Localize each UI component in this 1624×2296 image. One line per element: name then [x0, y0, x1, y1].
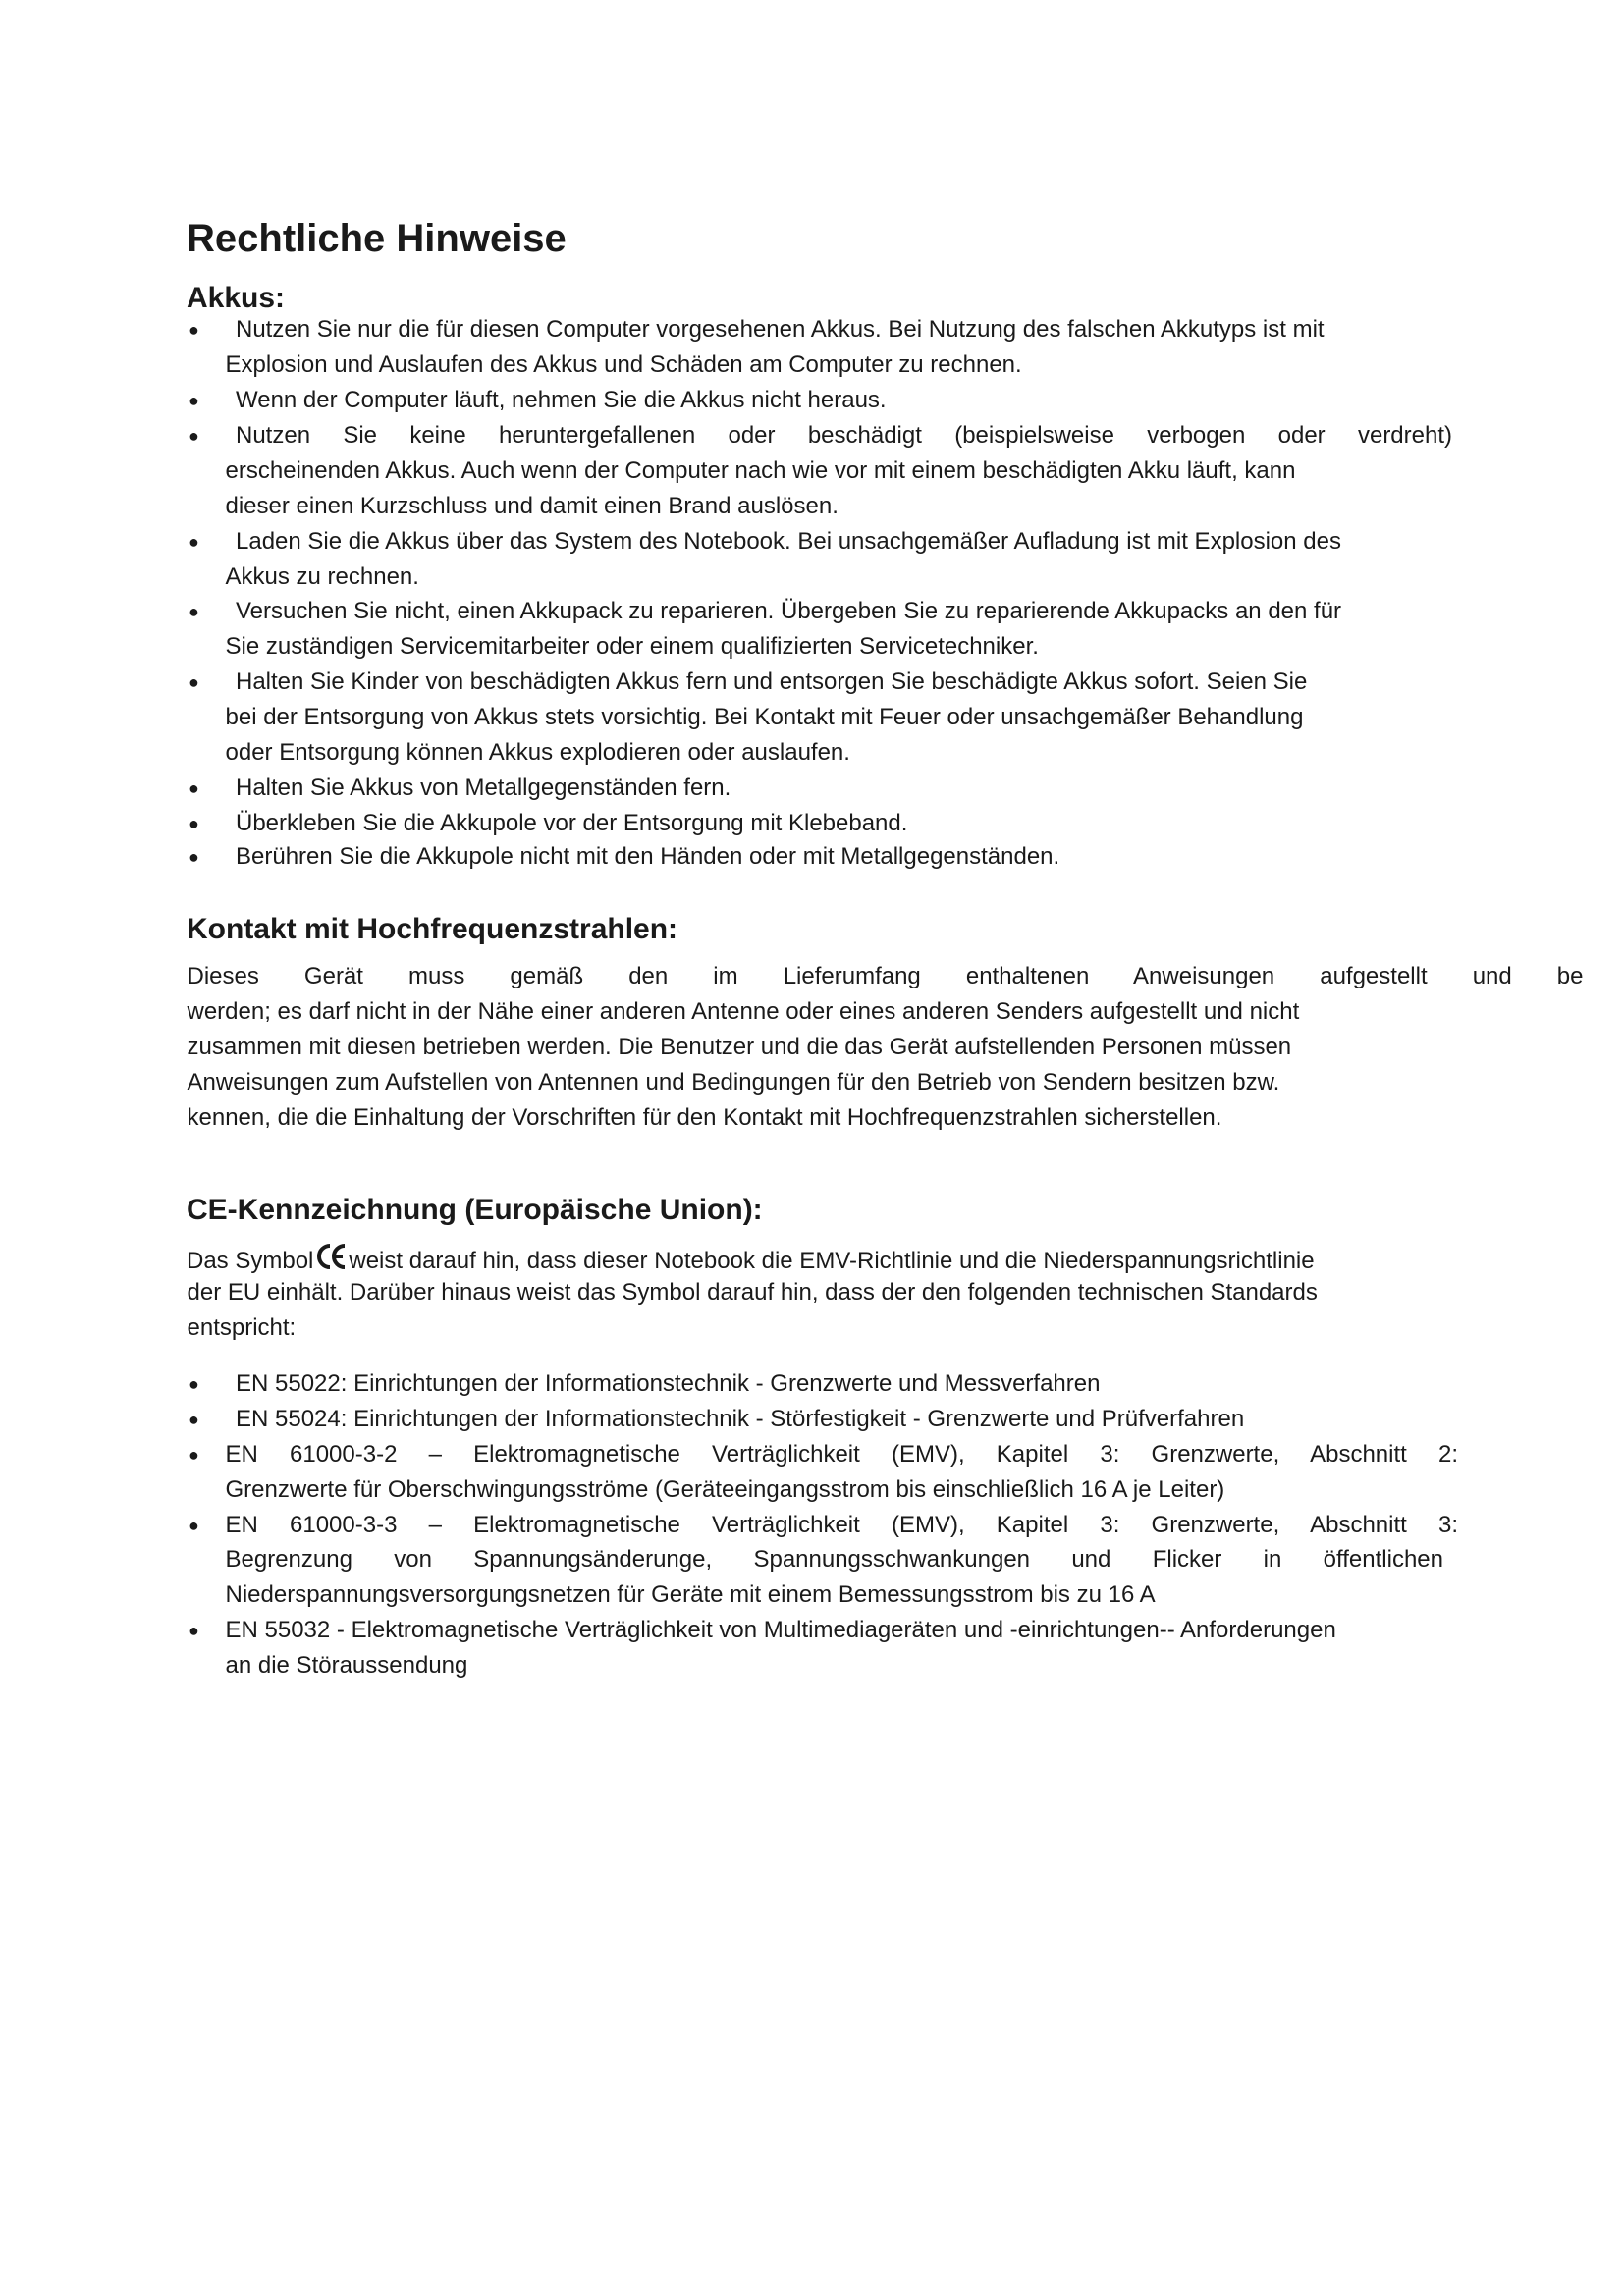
battery-list-item-line: bei der Entsorgung von Akkus stets vorsichtig. Bei Kontakt mit Feuer oder unsachgemäßer Behandlung [225, 703, 1304, 730]
battery-list-item-line: Explosion und Auslaufen des Akkus und Schäden am Computer zu rechnen. [225, 351, 1022, 378]
bullet-icon: ● [189, 426, 199, 446]
battery-list-item-line: Sie zuständigen Servicemitarbeiter oder einem qualifizierten Servicetechniker. [225, 632, 1039, 660]
standard-list-item-line: Begrenzung von Spannungsänderunge, Spannungsschwankungen und Flicker in öffentlichen [225, 1545, 1443, 1573]
battery-list-item-line: Halten Sie Akkus von Metallgegenständen fern. [236, 774, 731, 801]
standard-list-item-line: EN 61000-3-2 – Elektromagnetische Verträglichkeit (EMV), Kapitel 3: Grenzwerte, Abschnitt 2: [225, 1441, 1458, 1468]
ce-intro-after: weist darauf hin, dass dieser Notebook die EMV-Richtlinie und die Niederspannungsrichtlinie [349, 1248, 1315, 1274]
battery-list-item-line: oder Entsorgung können Akkus explodieren oder auslaufen. [225, 738, 850, 766]
bullet-icon: ● [189, 1620, 199, 1640]
bullet-icon: ● [189, 532, 199, 552]
bullet-icon: ● [189, 813, 199, 833]
bullet-icon: ● [189, 320, 199, 340]
section-heading-batteries: Akkus: [187, 282, 286, 314]
rf-paragraph-line: zusammen mit diesen betrieben werden. Die Benutzer und die das Gerät aufstellenden Personen müssen [187, 1033, 1292, 1060]
battery-list-item-line: Akkus zu rechnen. [225, 563, 419, 590]
standard-list-item-line: Niederspannungsversorgungsnetzen für Geräte mit einem Bemessungsstrom bis zu 16 A [225, 1580, 1156, 1608]
battery-list-item-line: Laden Sie die Akkus über das System des Notebook. Bei unsachgemäßer Aufladung ist mit Explosion des [236, 528, 1341, 555]
bullet-icon: ● [189, 1374, 199, 1394]
bullet-icon: ● [189, 671, 199, 692]
rf-paragraph-line: Dieses Gerät muss gemäß den im Lieferumfang enthaltenen Anweisungen aufgestellt und be [187, 962, 1584, 989]
ce-intro-line: der EU einhält. Darüber hinaus weist das Symbol darauf hin, dass der den folgenden technischen Standards [187, 1279, 1318, 1306]
standard-list-item-line: EN 55022: Einrichtungen der Informationstechnik - Grenzwerte und Messverfahren [236, 1370, 1101, 1397]
bullet-icon: ● [189, 1445, 199, 1465]
battery-list-item-line: Nutzen Sie nur die für diesen Computer vorgesehenen Akkus. Bei Nutzung des falschen Akkutyps ist mit [236, 316, 1325, 343]
standard-list-item-line: EN 55032 - Elektromagnetische Verträglichkeit von Multimediageräten und -einrichtungen-- Anforderungen [225, 1616, 1336, 1643]
battery-list-item-line: erscheinenden Akkus. Auch wenn der Computer nach wie vor mit einem beschädigten Akku läuft, kann [225, 457, 1296, 484]
standard-list-item-line: an die Störaussendung [225, 1651, 468, 1679]
standard-list-item-line: Grenzwerte für Oberschwingungsströme (Geräteeingangsstrom bis einschließlich 16 A je Leiter) [225, 1476, 1225, 1503]
bullet-icon: ● [189, 1516, 199, 1535]
battery-list-item-line: Überkleben Sie die Akkupole vor der Entsorgung mit Klebeband. [236, 809, 908, 836]
rf-paragraph-line: kennen, die die Einhaltung der Vorschriften für den Kontakt mit Hochfrequenzstrahlen sicherstellen. [187, 1103, 1222, 1131]
rf-paragraph-line: Anweisungen zum Aufstellen von Antennen und Bedingungen für den Betrieb von Sendern besitzen bzw. [187, 1068, 1280, 1095]
bullet-icon: ● [189, 847, 199, 867]
rf-paragraph-line: werden; es darf nicht in der Nähe einer anderen Antenne oder eines anderen Senders aufgestellt und nicht [187, 997, 1300, 1025]
standard-list-item-line: EN 61000-3-3 – Elektromagnetische Verträglichkeit (EMV), Kapitel 3: Grenzwerte, Abschnitt 3: [225, 1512, 1458, 1538]
battery-list-item-line: dieser einen Kurzschluss und damit einen Brand auslösen. [225, 493, 839, 519]
bullet-icon: ● [189, 391, 199, 410]
ce-mark-icon [317, 1243, 347, 1270]
bullet-icon: ● [189, 1410, 199, 1429]
battery-list-item-line: Halten Sie Kinder von beschädigten Akkus fern und entsorgen Sie beschädigte Akkus sofort. Seien Sie [236, 667, 1308, 695]
battery-list-item-line: Wenn der Computer läuft, nehmen Sie die Akkus nicht heraus. [236, 387, 887, 413]
standard-list-item-line: EN 55024: Einrichtungen der Informationstechnik - Störfestigkeit - Grenzwerte und Prüfverfahren [236, 1406, 1245, 1432]
page-title: Rechtliche Hinweise [187, 217, 567, 260]
section-heading-rf: Kontakt mit Hochfrequenzstrahlen: [187, 913, 678, 945]
battery-list-item-line: Nutzen Sie keine heruntergefallenen oder beschädigt (beispielsweise verbogen oder verdreht) [236, 422, 1452, 449]
ce-intro-line: entspricht: [187, 1314, 297, 1341]
section-heading-ce: CE-Kennzeichnung (Europäische Union): [187, 1194, 763, 1226]
bullet-icon: ● [189, 777, 199, 798]
ce-intro-line [187, 1243, 1315, 1276]
battery-list-item-line: Berühren Sie die Akkupole nicht mit den Händen oder mit Metallgegenständen. [236, 843, 1060, 870]
ce-intro-before: Das Symbol [187, 1248, 314, 1274]
battery-list-item-line: Versuchen Sie nicht, einen Akkupack zu reparieren. Übergeben Sie zu reparierende Akkupacks an den für [236, 597, 1342, 624]
bullet-icon: ● [189, 601, 199, 621]
